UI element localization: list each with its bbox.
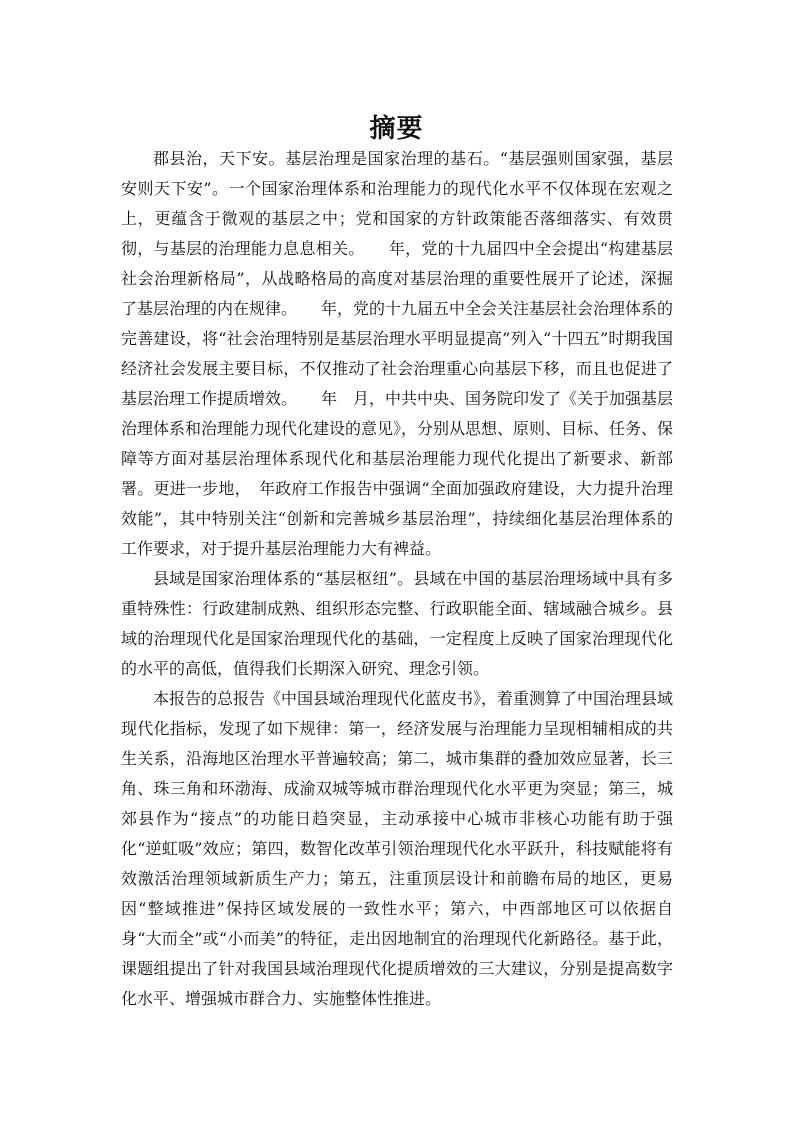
paragraph-1: 郡县治，天下安。基层治理是国家治理的基石。“基层强则国家强，基层安则天下安”。一个国家治理体系和治理能力的现代化水平不仅体现在宏观之上，更蕴含于微观的基层之中；党和国家的方针政策能否落细落实、有效贯彻，与基层的治理能力息息相关。 年，党的十九届四中全会提出“构建基层社会治理新格局”，从战略格局的高度对基层治理的重要性展开了论述，深掘了基层治理的内在规律。 年，党的十九届五中全会关注基层社会治理体系的完善建设，将“社会治理特别是基层治理水平明显提高”列入“十四五”时期我国经济社会发展主要目标，不仅推动了社会治理重心向基层下移，而且也促进了基层治理工作提质增效。 年 月，中共中央、国务院印发了《关于加强基层治理体系和治理能力现代化建设的意见》，分别从思想、原则、目标、任务、保障等方面对基层治理体系现代化和基层治理能力现代化提出了新要求、新部署。更进一步地， 年政府工作报告中强调“全面加强政府建设，大力提升治理效能”，其中特别关注“创新和完善城乡基层治理”，持续细化基层治理体系的工作要求，对于提升基层治理能力大有裨益。 [121,149,674,558]
paragraph-2: 县域是国家治理体系的“基层枢纽”。县域在中国的基层治理场域中具有多重特殊性：行政建制成熟、组织形态完整、行政职能全面、辖域融合城乡。县域的治理现代化是国家治理现代化的基础，一定程度上反映了国家治理现代化的水平的高低，值得我们长期深入研究、理念引领。 [121,569,673,678]
abstract-body [121,144,673,1014]
page-title: 摘要 [369,114,424,145]
paragraph-3: 本报告的总报告《中国县域治理现代化蓝皮书》，着重测算了中国治理县域现代化指标，发现了如下规律：第一，经济发展与治理能力呈现相辅相成的共生关系，沿海地区治理水平普遍较高；第二，城市集群的叠加效应显著，长三角、珠三角和环渤海、成渝双城等城市群治理现代化水平更为突显；第三，城郊县作为“接点”的功能日趋突显，主动承接中心城市非核心功能有助于强化“逆虹吸”效应；第四，数智化改革引领治理现代化水平跃升，科技赋能将有效激活治理领域新质生产力；第五，注重顶层设计和前瞻布局的地区，更易因“整域推进”保持区域发展的一致性水平；第六，中西部地区可以依据自身“大而全”或“小而美”的特征，走出因地制宜的治理现代化新路径。基于此，课题组提出了针对我国县域治理现代化提质增效的三大建议，分别是提高数字化水平、增强城市群合力、实施整体性推进。 [121,689,674,1008]
